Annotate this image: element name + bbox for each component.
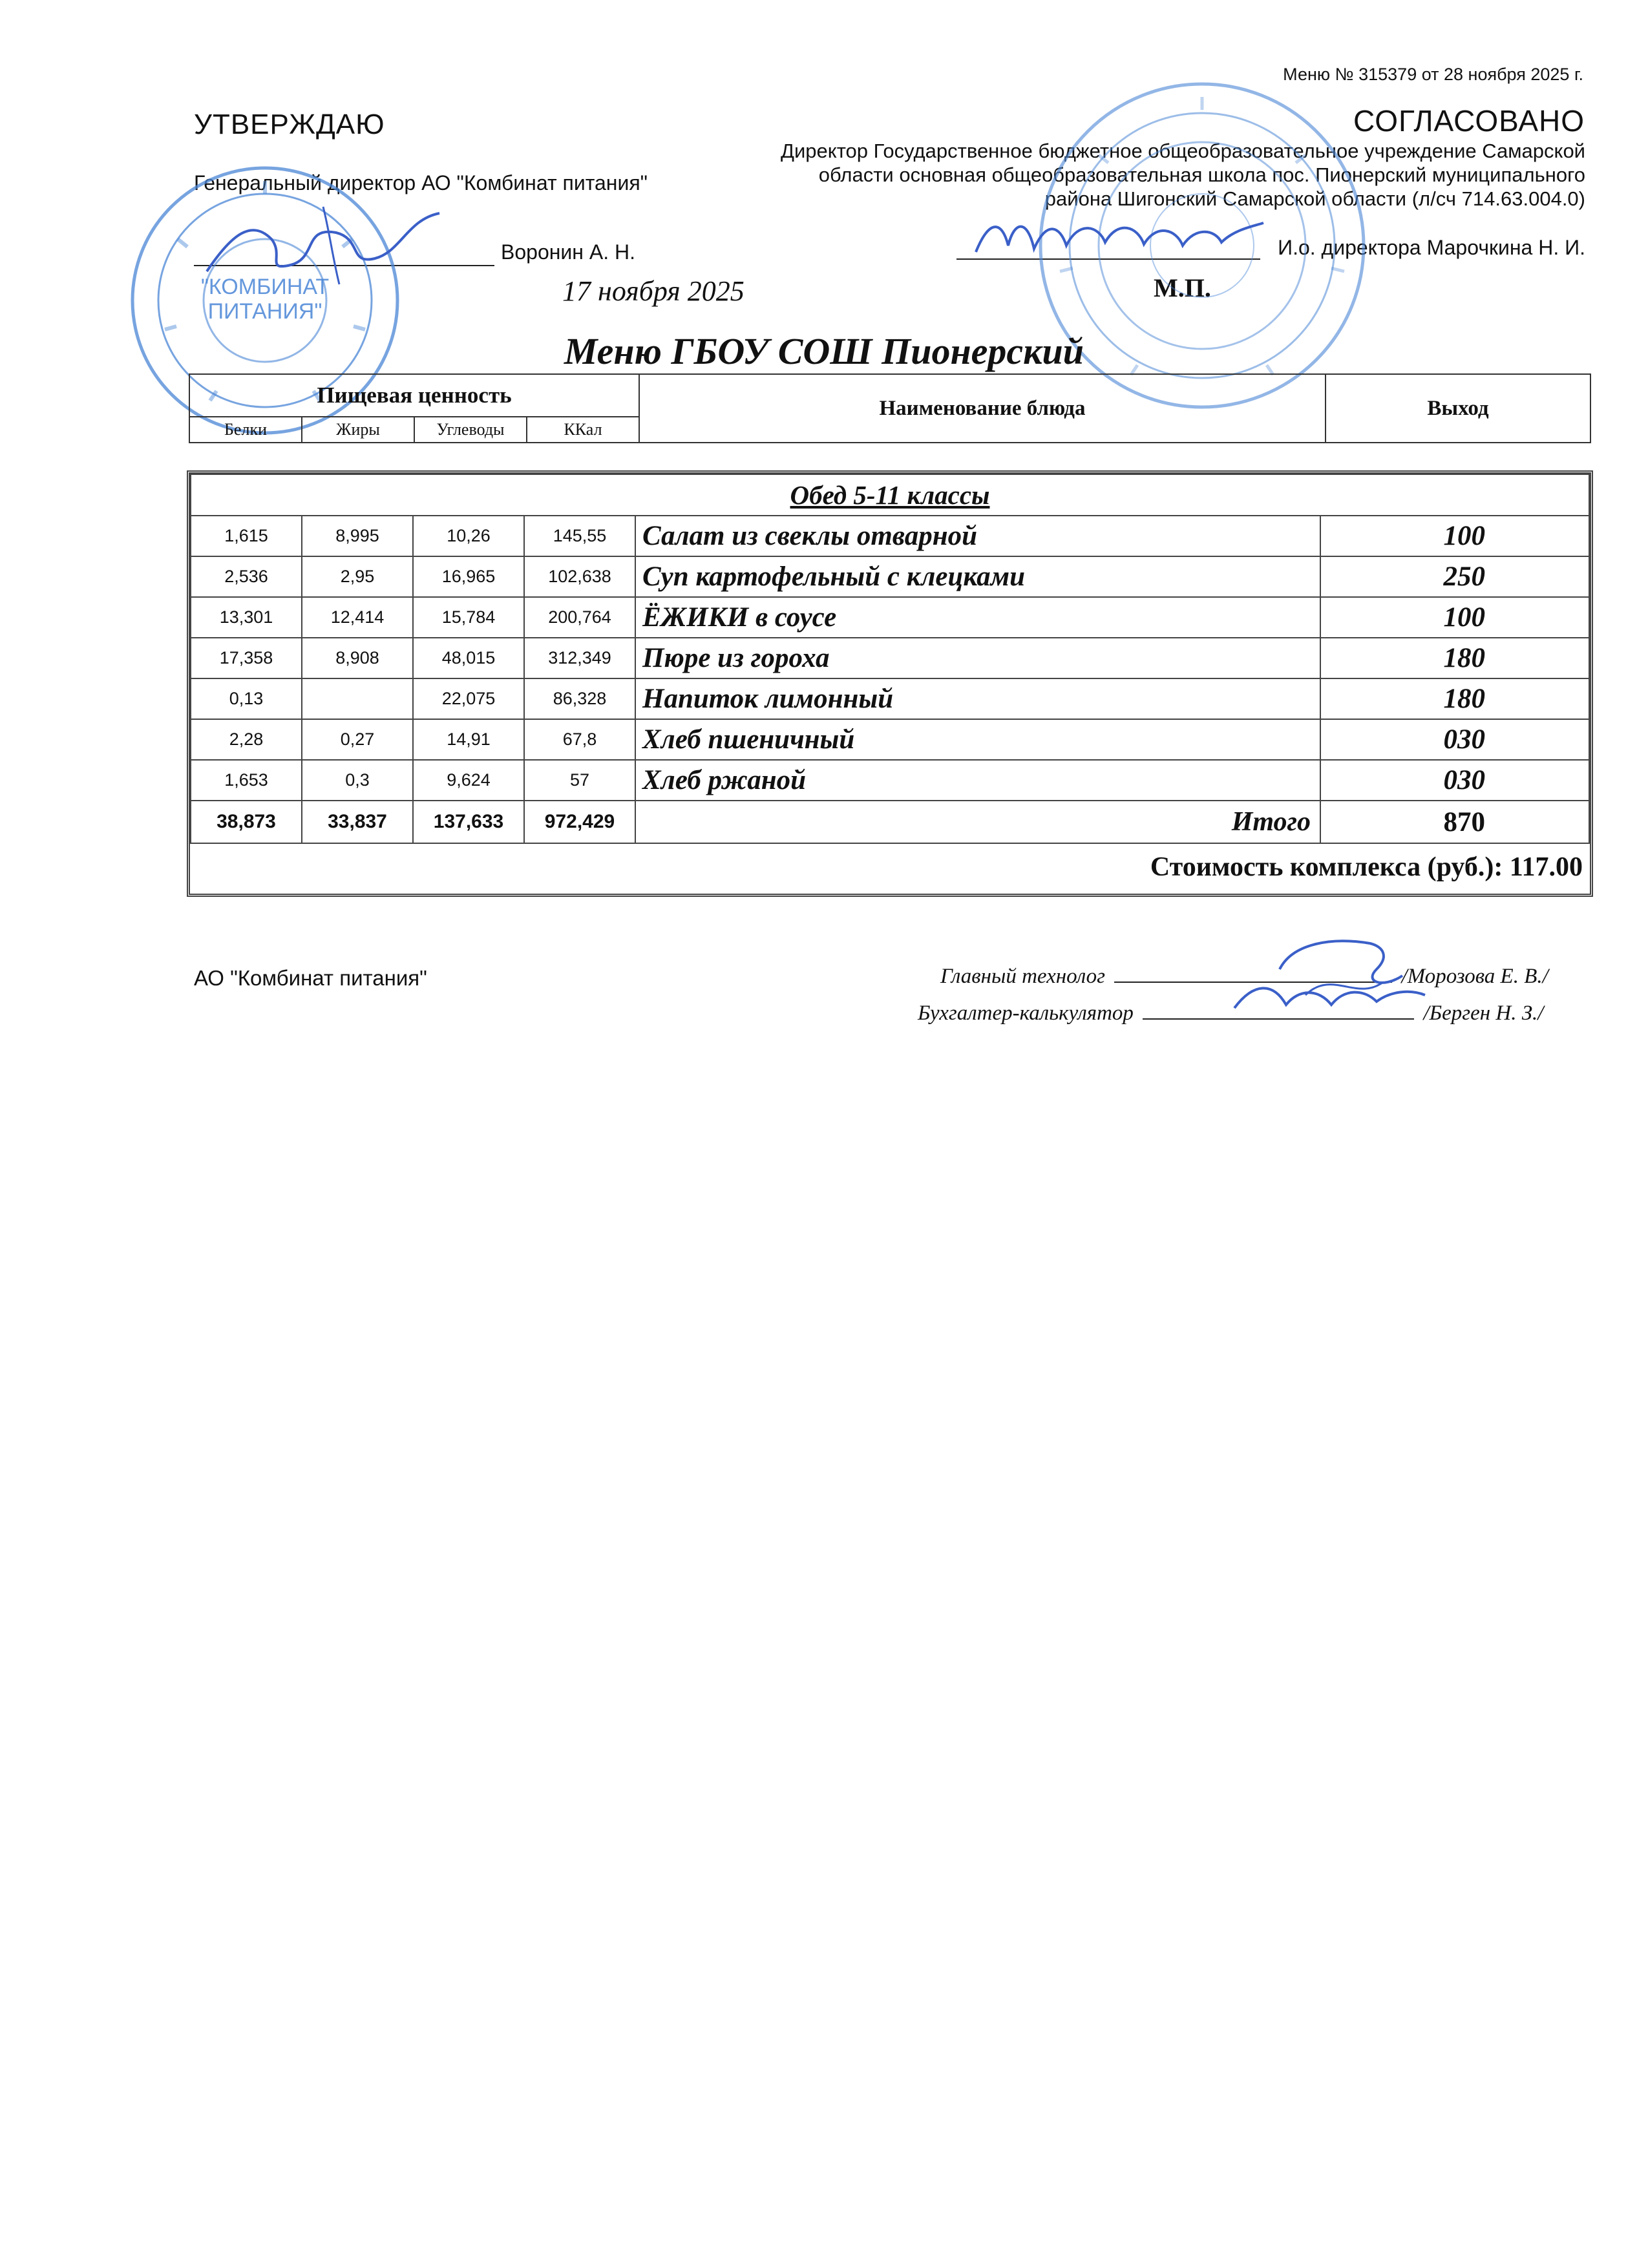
chief-technologist-label: Главный технолог [940, 965, 1106, 988]
menu-header-table [189, 373, 1591, 443]
section-title: Обед 5-11 классы [191, 474, 1589, 516]
output-cell: 250 [1320, 556, 1589, 597]
table-row [191, 638, 1589, 678]
kcal-cell: 86,328 [524, 678, 635, 719]
agree-name: И.о. директора Марочкина Н. И. [1278, 236, 1585, 259]
fats-cell: 8,995 [302, 516, 413, 556]
output-header: Выход [1326, 374, 1590, 443]
proteins-cell: 1,615 [191, 516, 302, 556]
fats-cell: 2,95 [302, 556, 413, 597]
table-row [191, 719, 1589, 760]
dish-name-cell: Напиток лимонный [635, 678, 1320, 719]
fats-cell: 0,27 [302, 719, 413, 760]
fats-header: Жиры [302, 417, 414, 443]
dish-name-cell: Хлеб ржаной [635, 760, 1320, 801]
fats-cell: 12,414 [302, 597, 413, 638]
total-row [191, 801, 1589, 843]
carbs-cell: 10,26 [413, 516, 524, 556]
proteins-cell: 2,536 [191, 556, 302, 597]
carbs-cell: 9,624 [413, 760, 524, 801]
kcal-cell: 67,8 [524, 719, 635, 760]
approve-name: Воронин А. Н. [501, 240, 635, 264]
kcal-cell: 57 [524, 760, 635, 801]
approve-title: УТВЕРЖДАЮ [194, 109, 385, 140]
dish-name-cell: Суп картофельный с клецками [635, 556, 1320, 597]
dish-name-cell: Салат из свеклы отварной [635, 516, 1320, 556]
director-signature [194, 194, 465, 291]
output-cell: 100 [1320, 597, 1589, 638]
dish-name-cell: ЁЖИКИ в соусе [635, 597, 1320, 638]
output-cell: 180 [1320, 638, 1589, 678]
kcal-cell: 312,349 [524, 638, 635, 678]
fats-cell: 8,908 [302, 638, 413, 678]
menu-number: Меню № 315379 от 28 ноября 2025 г. [1283, 65, 1583, 84]
proteins-cell: 1,653 [191, 760, 302, 801]
menu-title: Меню ГБОУ СОШ Пионерский [564, 330, 1084, 372]
carbs-cell: 48,015 [413, 638, 524, 678]
fats-cell: 0,3 [302, 760, 413, 801]
approve-position: Генеральный директор АО "Комбинат питания" [194, 171, 648, 194]
kcal-cell: 200,764 [524, 597, 635, 638]
agree-position: Директор Государственное бюджетное общеобразовательное учреждение Самарской области основная общеобразовательная школа пос. Пионерский муниципального района Шигонский Самарской области (л/сч 714.63.004.0) [780, 140, 1585, 210]
menu-box [187, 470, 1593, 897]
proteins-cell: 13,301 [191, 597, 302, 638]
table-row [191, 597, 1589, 638]
stamp-text-line: "КОМБИНАТ [200, 275, 330, 299]
carbs-cell: 22,075 [413, 678, 524, 719]
mp-label: М.П. [1154, 273, 1211, 302]
kcal-cell: 145,55 [524, 516, 635, 556]
dish-name-cell: Хлеб пшеничный [635, 719, 1320, 760]
carbs-cell: 16,965 [413, 556, 524, 597]
acting-director-signature [969, 194, 1267, 271]
output-cell: 100 [1320, 516, 1589, 556]
accountant-label: Бухгалтер-калькулятор [918, 1002, 1134, 1025]
total-fats: 33,837 [302, 801, 413, 843]
carbs-cell: 14,91 [413, 719, 524, 760]
chief-technologist-name: /Морозова Е. В./ [1401, 965, 1548, 988]
table-row [191, 760, 1589, 801]
carbs-cell: 15,784 [413, 597, 524, 638]
agree-title: СОГЛАСОВАНО [1353, 104, 1585, 138]
nutrition-header: Пищевая ценность [189, 374, 639, 417]
total-kcal: 972,429 [524, 801, 635, 843]
kcal-cell: 102,638 [524, 556, 635, 597]
dish-name-cell: Пюре из гороха [635, 638, 1320, 678]
stamp-text-line: ПИТАНИЯ" [207, 299, 322, 324]
kcal-header: ККал [527, 417, 639, 443]
carbs-header: Углеводы [414, 417, 527, 443]
output-cell: 180 [1320, 678, 1589, 719]
complex-cost: Стоимость комплекса (руб.): 117.00 [191, 843, 1589, 890]
menu-table [190, 474, 1590, 890]
output-cell: 030 [1320, 760, 1589, 801]
proteins-cell: 17,358 [191, 638, 302, 678]
output-cell: 030 [1320, 719, 1589, 760]
approve-date: 17 ноября 2025 [562, 275, 745, 307]
proteins-cell: 2,28 [191, 719, 302, 760]
dish-name-header: Наименование блюда [639, 374, 1326, 443]
total-output: 870 [1320, 801, 1589, 843]
accountant-name: /Берген Н. З./ [1423, 1002, 1544, 1025]
footer-org: АО "Комбинат питания" [194, 966, 427, 990]
fats-cell [302, 678, 413, 719]
table-row [191, 516, 1589, 556]
proteins-cell: 0,13 [191, 678, 302, 719]
accountant-signature [1228, 969, 1435, 1034]
total-label: Итого [635, 801, 1320, 843]
total-carbs: 137,633 [413, 801, 524, 843]
proteins-header: Белки [189, 417, 302, 443]
table-row [191, 678, 1589, 719]
table-row [191, 556, 1589, 597]
total-proteins: 38,873 [191, 801, 302, 843]
